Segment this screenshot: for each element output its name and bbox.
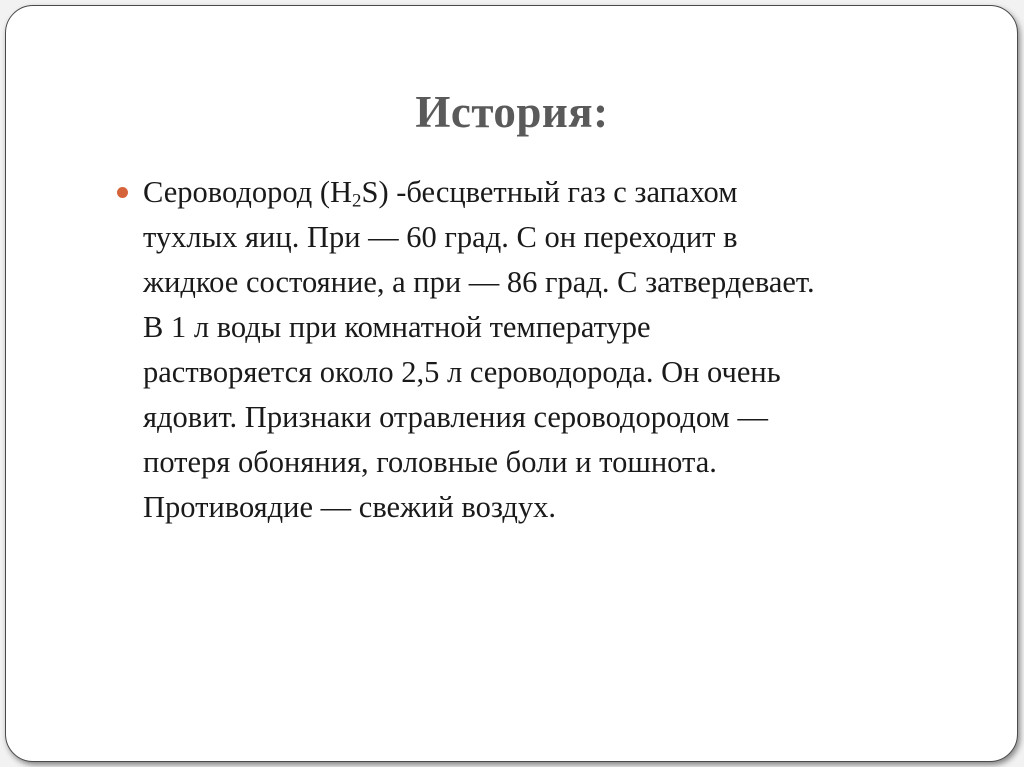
subscript-2: 2 (352, 190, 362, 212)
text-line-1-start: Сероводород (H (143, 175, 353, 209)
text-line-1-end: S) -бесцветный газ с запахом (361, 175, 738, 209)
text-line-1 (143, 170, 957, 215)
text-line-5: растворяется около 2,5 л сероводорода. Он очень (143, 355, 781, 389)
bullet-item (117, 170, 957, 530)
text-line-6: ядовит. Признаки отравления сероводородом — (143, 400, 768, 434)
text-line-7: потеря обоняния, головные боли и тошнота. (143, 445, 717, 479)
text-line-3: жидкое состояние, а при — 86 град. С затвердевает. (143, 265, 815, 299)
bullet-list (117, 170, 957, 530)
slide-title: История: (415, 87, 609, 137)
text-line-4: В 1 л воды при комнатной температуре (143, 310, 651, 344)
text-line-2: тухлых яиц. При — 60 град. С он переходит в (143, 220, 738, 254)
text-line-8: Противоядие — свежий воздух. (143, 490, 557, 524)
bullet-dot-icon (117, 187, 128, 198)
